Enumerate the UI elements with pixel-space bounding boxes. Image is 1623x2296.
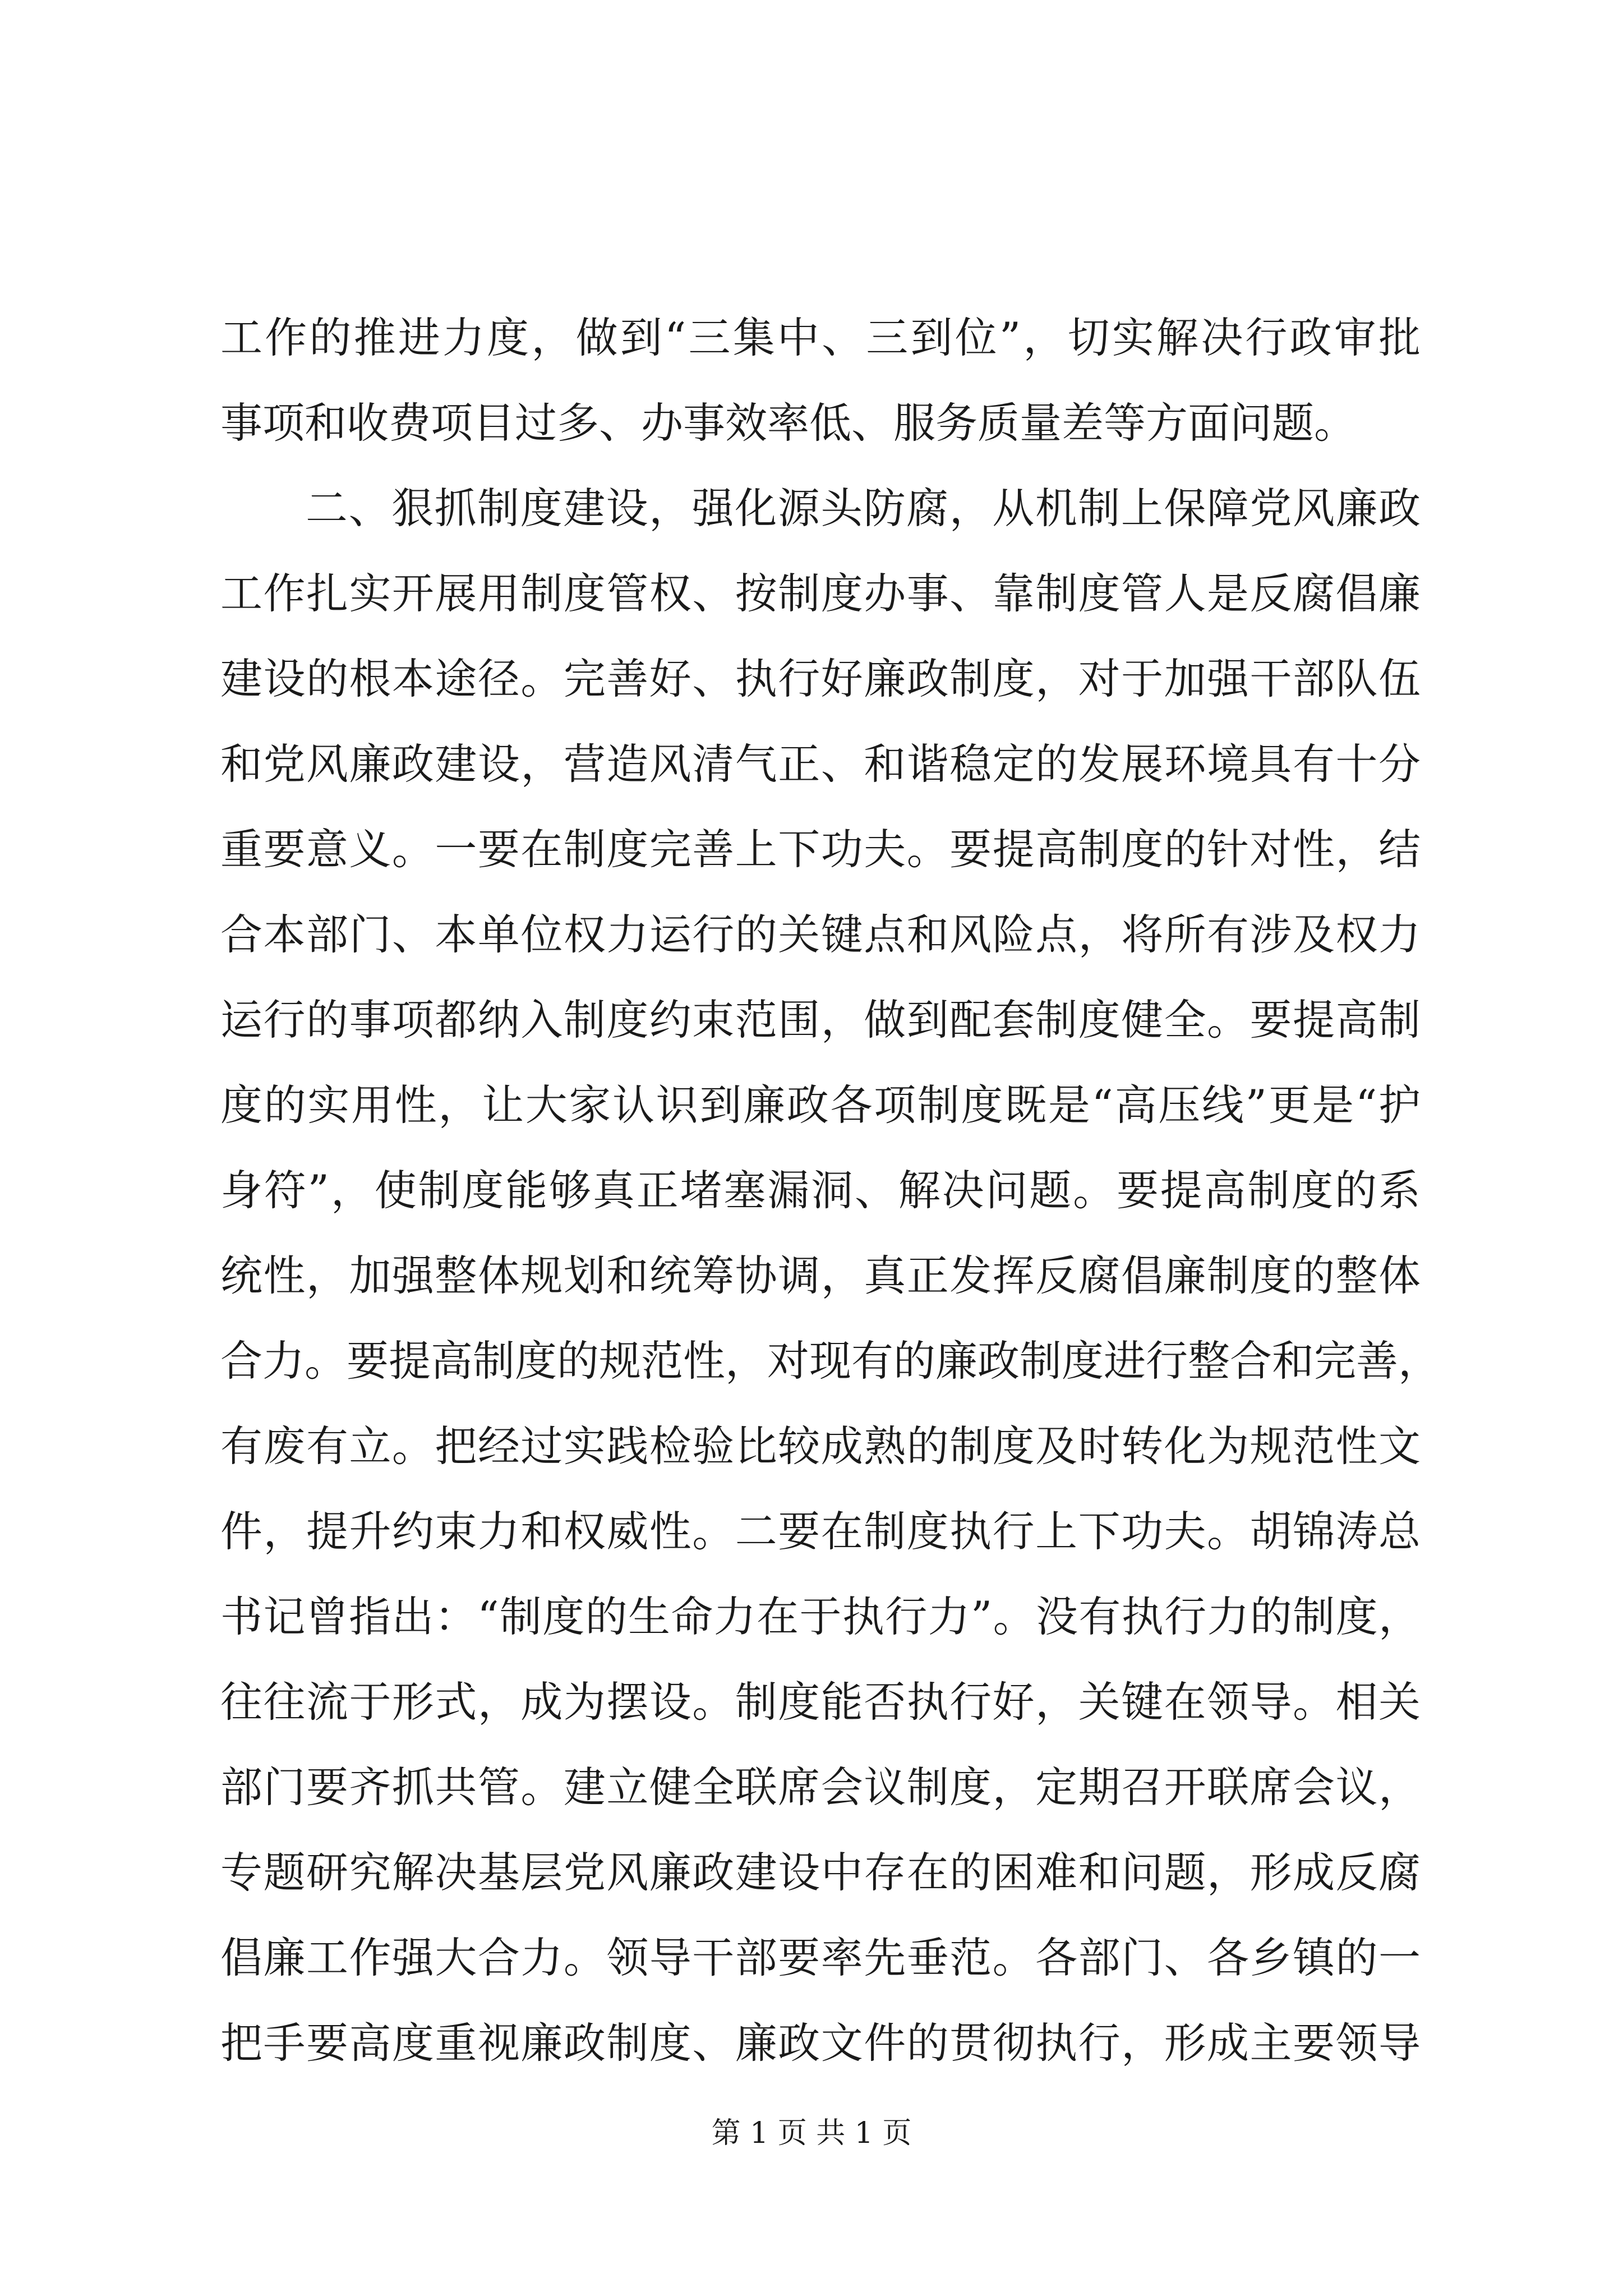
- text-line: 建设的根本途径。完善好、执行好廉政制度，对于加强干部队伍: [220, 654, 1421, 703]
- text-line: 有废有立。把经过实践检验比较成熟的制度及时转化为规范性文: [220, 1421, 1421, 1471]
- text-line: 合本部门、本单位权力运行的关键点和风险点，将所有涉及权力: [220, 910, 1421, 959]
- text-line: 往往流于形式，成为摆设。制度能否执行好，关键在领导。相关: [220, 1677, 1421, 1727]
- paragraph-start-line: 二、狠抓制度建设，强化源头防腐，从机制上保障党风廉政: [306, 484, 1421, 533]
- text-line: 工作的推进力度，做到“三集中、三到位”，切实解决行政审批: [220, 313, 1421, 362]
- text-line: 重要意义。一要在制度完善上下功夫。要提高制度的针对性，结: [220, 825, 1421, 874]
- text-line: 倡廉工作强大合力。领导干部要率先垂范。各部门、各乡镇的一: [220, 1933, 1421, 1982]
- page-number-footer: 第 1 页 共 1 页: [711, 2116, 912, 2150]
- text-line: 身符”，使制度能够真正堵塞漏洞、解决问题。要提高制度的系: [220, 1166, 1421, 1215]
- text-line: 件，提升约束力和权威性。二要在制度执行上下功夫。胡锦涛总: [220, 1507, 1421, 1556]
- text-line: 工作扎实开展用制度管权、按制度办事、靠制度管人是反腐倡廉: [220, 569, 1421, 618]
- text-line: 合力。要提高制度的规范性，对现有的廉政制度进行整合和完善，: [220, 1336, 1441, 1386]
- text-line: 专题研究解决基层党风廉政建设中存在的困难和问题，形成反腐: [220, 1848, 1421, 1897]
- text-line: 运行的事项都纳入制度约束范围，做到配套制度健全。要提高制: [220, 995, 1421, 1045]
- text-line: 事项和收费项目过多、办事效率低、服务质量差等方面问题。: [220, 398, 1357, 448]
- text-line: 把手要高度重视廉政制度、廉政文件的贯彻执行，形成主要领导: [220, 2018, 1421, 2068]
- text-line: 统性，加强整体规划和统筹协调，真正发挥反腐倡廉制度的整体: [220, 1251, 1421, 1300]
- text-line: 部门要齐抓共管。建立健全联席会议制度，定期召开联席会议，: [220, 1763, 1421, 1812]
- text-line: 书记曾指出：“制度的生命力在于执行力”。没有执行力的制度，: [220, 1592, 1421, 1641]
- text-line: 和党风廉政建设，营造风清气正、和谐稳定的发展环境具有十分: [220, 739, 1421, 789]
- text-line: 度的实用性，让大家认识到廉政各项制度既是“高压线”更是“护: [220, 1080, 1421, 1130]
